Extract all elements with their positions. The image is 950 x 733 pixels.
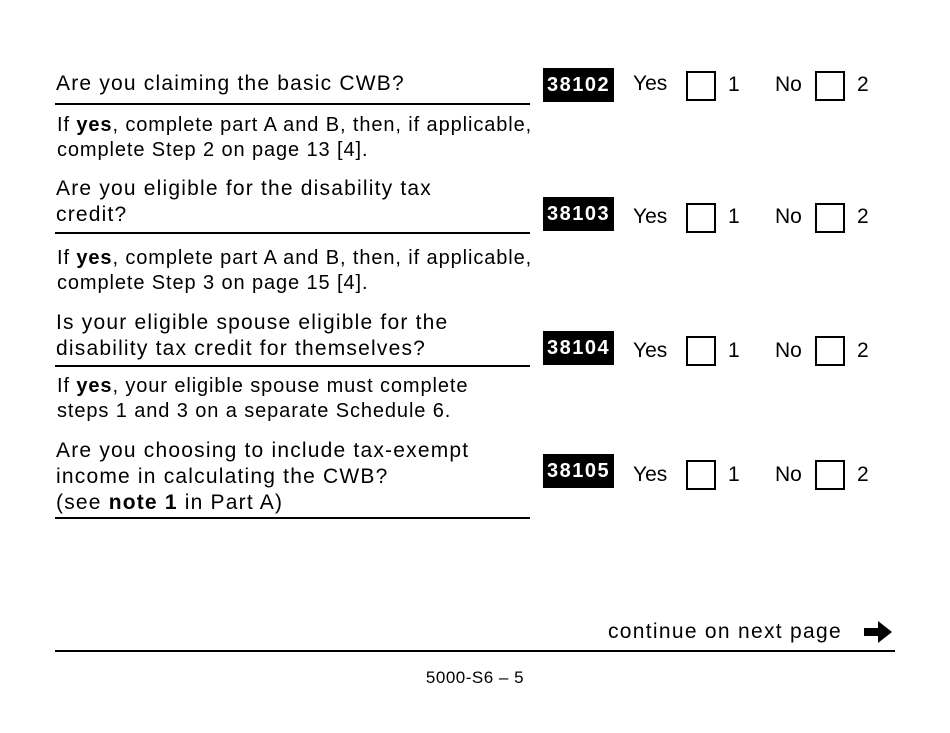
yes-value: 1 <box>728 339 740 362</box>
note-bold-text: yes <box>76 247 113 269</box>
question-underline <box>55 232 530 234</box>
note-text: If <box>57 375 77 397</box>
question-line: Are you claiming the basic CWB? <box>56 72 405 95</box>
question-text: in Part A) <box>177 491 284 514</box>
question-text: (see <box>56 491 109 514</box>
yes-value: 1 <box>728 205 740 228</box>
no-checkbox-38104[interactable] <box>815 336 845 366</box>
question-line: Is your eligible spouse eligible for the <box>56 311 449 334</box>
yes-checkbox-38104[interactable] <box>686 336 716 366</box>
yes-checkbox-38102[interactable] <box>686 71 716 101</box>
note-text: steps 1 and 3 on a separate Schedule 6. <box>57 400 452 422</box>
yes-checkbox-38105[interactable] <box>686 460 716 490</box>
no-label: No <box>775 205 802 228</box>
instruction-note <box>57 374 468 424</box>
note-text: , your eligible spouse must complete <box>112 375 469 397</box>
question-line <box>56 490 469 516</box>
question-underline <box>55 517 530 519</box>
line-code-38104: 38104 <box>543 331 614 365</box>
line-code-38103: 38103 <box>543 197 614 231</box>
yes-label: Yes <box>633 463 668 486</box>
no-checkbox-38102[interactable] <box>815 71 845 101</box>
yes-label: Yes <box>633 205 668 228</box>
question-38104-text <box>56 310 448 362</box>
no-value: 2 <box>857 463 869 486</box>
note-bold-text: yes <box>76 114 113 136</box>
yes-value: 1 <box>728 463 740 486</box>
line-code-38105: 38105 <box>543 454 614 488</box>
note-text: complete Step 2 on page 13 [4]. <box>57 139 369 161</box>
instruction-note <box>57 113 532 163</box>
no-checkbox-38105[interactable] <box>815 460 845 490</box>
note-text: , complete part A and B, then, if applicable, <box>112 247 533 269</box>
no-checkbox-38103[interactable] <box>815 203 845 233</box>
note-text: complete Step 3 on page 15 [4]. <box>57 272 369 294</box>
question-bold-text: note 1 <box>108 491 178 514</box>
footer-divider <box>55 650 895 652</box>
continue-on-next-page: continue on next page <box>608 620 842 643</box>
question-38103-text <box>56 176 432 228</box>
instruction-note <box>57 246 532 296</box>
right-arrow-icon <box>862 619 894 645</box>
note-text: , complete part A and B, then, if applicable, <box>112 114 533 136</box>
note-text: If <box>57 114 77 136</box>
no-label: No <box>775 73 802 96</box>
yes-label: Yes <box>633 72 668 95</box>
yes-value: 1 <box>728 73 740 96</box>
yes-checkbox-38103[interactable] <box>686 203 716 233</box>
question-line: credit? <box>56 203 128 226</box>
question-underline <box>55 103 530 105</box>
question-underline <box>55 365 530 367</box>
yes-label: Yes <box>633 339 668 362</box>
page-number: 5000-S6 – 5 <box>425 668 525 687</box>
question-line: Are you eligible for the disability tax <box>56 177 432 200</box>
no-value: 2 <box>857 339 869 362</box>
question-38102-text <box>56 71 405 97</box>
no-label: No <box>775 339 802 362</box>
line-code-38102: 38102 <box>543 68 614 102</box>
question-line: disability tax credit for themselves? <box>56 337 427 360</box>
no-value: 2 <box>857 73 869 96</box>
question-line: Are you choosing to include tax-exempt <box>56 439 470 462</box>
note-bold-text: yes <box>76 375 113 397</box>
no-value: 2 <box>857 205 869 228</box>
question-line: income in calculating the CWB? <box>56 465 389 488</box>
question-38105-text <box>56 438 469 516</box>
note-text: If <box>57 247 77 269</box>
no-label: No <box>775 463 802 486</box>
